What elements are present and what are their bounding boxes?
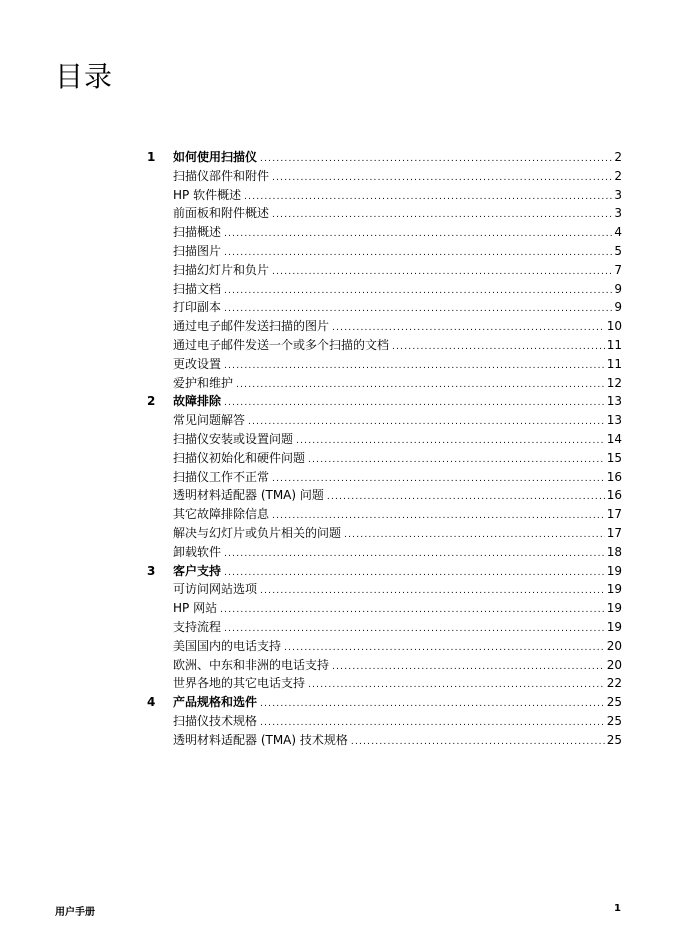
toc-page-number: 3 bbox=[614, 206, 622, 221]
page-title: 目录 bbox=[55, 60, 114, 93]
toc-dot-leader bbox=[344, 526, 605, 545]
toc-entry[interactable] bbox=[147, 242, 622, 261]
toc-entry[interactable] bbox=[147, 449, 622, 468]
toc-entry[interactable] bbox=[147, 674, 622, 693]
toc-entry[interactable] bbox=[147, 317, 622, 336]
footer-manual-name: 用户手册 bbox=[55, 907, 95, 918]
toc-dot-leader bbox=[248, 413, 605, 432]
toc-page-number: 19 bbox=[606, 619, 622, 634]
toc-page-number: 13 bbox=[606, 394, 622, 409]
toc-page-number: 25 bbox=[606, 713, 622, 728]
toc-entry-label: 扫描概述 bbox=[173, 225, 222, 240]
toc-entry[interactable] bbox=[147, 430, 622, 449]
toc-entry[interactable] bbox=[147, 167, 622, 186]
toc-dot-leader bbox=[260, 150, 612, 169]
toc-entry[interactable] bbox=[147, 336, 622, 355]
toc-dot-leader bbox=[296, 432, 605, 451]
toc-entry-label: 产品规格和选件 bbox=[173, 695, 258, 710]
toc-entry-label: HP 网站 bbox=[173, 601, 218, 616]
toc-dot-leader bbox=[308, 451, 605, 470]
toc-page-number: 11 bbox=[606, 356, 622, 371]
toc-page-number: 20 bbox=[606, 657, 622, 672]
toc-entry[interactable] bbox=[147, 298, 622, 317]
toc-page-number: 17 bbox=[606, 507, 622, 522]
toc-dot-leader bbox=[351, 733, 605, 752]
toc-entry-label: 透明材料适配器 (TMA) 技术规格 bbox=[173, 732, 348, 747]
toc-entry-label: 客户支持 bbox=[173, 563, 222, 578]
toc-entry[interactable] bbox=[147, 505, 622, 524]
toc-entry[interactable] bbox=[147, 599, 622, 618]
toc-dot-leader bbox=[224, 225, 612, 244]
toc-page-number: 11 bbox=[606, 337, 622, 352]
toc-dot-leader bbox=[272, 263, 612, 282]
toc-entry[interactable] bbox=[147, 524, 622, 543]
toc-entry-label: 卸载软件 bbox=[173, 544, 222, 559]
toc-entry[interactable] bbox=[147, 731, 622, 750]
toc-page-number: 16 bbox=[606, 469, 622, 484]
toc-page-number: 19 bbox=[606, 582, 622, 597]
toc-page-number: 20 bbox=[606, 638, 622, 653]
toc-page-number: 25 bbox=[606, 732, 622, 747]
toc-entry-label: 扫描仪部件和附件 bbox=[173, 168, 270, 183]
toc-dot-leader bbox=[224, 394, 605, 413]
toc-page-number: 2 bbox=[614, 168, 622, 183]
toc-entry-label: 通过电子邮件发送扫描的图片 bbox=[173, 319, 330, 334]
toc-page-number: 17 bbox=[606, 525, 622, 540]
toc-page-number: 3 bbox=[614, 187, 622, 202]
toc-entry[interactable] bbox=[147, 618, 622, 637]
toc-dot-leader bbox=[332, 658, 605, 677]
toc-dot-leader bbox=[224, 620, 605, 639]
toc-entry[interactable] bbox=[147, 204, 622, 223]
toc-entry-label: 打印副本 bbox=[173, 300, 222, 315]
toc-chapter-entry[interactable] bbox=[147, 693, 622, 712]
toc-page-number: 13 bbox=[606, 413, 622, 428]
toc-page-number: 18 bbox=[606, 544, 622, 559]
toc-page-number: 19 bbox=[606, 563, 622, 578]
toc-page-number: 5 bbox=[614, 243, 622, 258]
toc-chapter-entry[interactable] bbox=[147, 392, 622, 411]
toc-dot-leader bbox=[260, 582, 605, 601]
toc-entry-label: 扫描文档 bbox=[173, 281, 222, 296]
toc-entry-label: 扫描幻灯片和负片 bbox=[173, 262, 270, 277]
toc-page-number: 2 bbox=[614, 150, 622, 164]
toc-page-number: 10 bbox=[606, 319, 622, 334]
toc-entry-label: 故障排除 bbox=[173, 394, 222, 409]
toc-chapter-number: 1 bbox=[147, 150, 156, 164]
toc-chapter-entry[interactable] bbox=[147, 148, 622, 167]
toc-entry-label: 如何使用扫描仪 bbox=[173, 150, 258, 164]
toc-dot-leader bbox=[260, 695, 605, 714]
toc-chapter-entry[interactable] bbox=[147, 562, 622, 581]
toc-dot-leader bbox=[236, 376, 605, 395]
toc-entry-label: 扫描图片 bbox=[173, 243, 222, 258]
toc-dot-leader bbox=[244, 188, 612, 207]
toc-dot-leader bbox=[224, 564, 605, 583]
toc-chapter-number: 3 bbox=[147, 563, 156, 578]
toc-entry-label: 可访问网站选项 bbox=[173, 582, 258, 597]
toc-entry[interactable] bbox=[147, 355, 622, 374]
table-of-contents bbox=[147, 148, 622, 750]
toc-dot-leader bbox=[224, 282, 612, 301]
toc-entry[interactable] bbox=[147, 637, 622, 656]
toc-page-number: 16 bbox=[606, 488, 622, 503]
toc-dot-leader bbox=[327, 488, 605, 507]
toc-page-number: 25 bbox=[606, 695, 622, 710]
toc-entry[interactable] bbox=[147, 374, 622, 393]
toc-entry-label: 通过电子邮件发送一个或多个扫描的文档 bbox=[173, 337, 390, 352]
toc-entry-label: 更改设置 bbox=[173, 356, 222, 371]
toc-dot-leader bbox=[224, 545, 605, 564]
toc-entry[interactable] bbox=[147, 543, 622, 562]
toc-entry[interactable] bbox=[147, 712, 622, 731]
toc-dot-leader bbox=[284, 639, 605, 658]
toc-entry[interactable] bbox=[147, 223, 622, 242]
toc-entry-label: 欧洲、中东和非洲的电话支持 bbox=[173, 657, 330, 672]
footer-page-number: 1 bbox=[614, 903, 621, 914]
toc-entry[interactable] bbox=[147, 580, 622, 599]
toc-page-number: 12 bbox=[606, 375, 622, 390]
toc-page-number: 14 bbox=[606, 431, 622, 446]
toc-page-number: 4 bbox=[614, 225, 622, 240]
toc-page-number: 7 bbox=[614, 262, 622, 277]
toc-entry-label: 扫描仪技术规格 bbox=[173, 713, 258, 728]
toc-dot-leader bbox=[224, 244, 612, 263]
toc-entry-label: 美国国内的电话支持 bbox=[173, 638, 282, 653]
toc-dot-leader bbox=[224, 357, 605, 376]
toc-entry[interactable] bbox=[147, 186, 622, 205]
toc-entry[interactable] bbox=[147, 411, 622, 430]
toc-entry[interactable] bbox=[147, 656, 622, 675]
toc-entry-label: 支持流程 bbox=[173, 619, 222, 634]
toc-page-number: 22 bbox=[606, 676, 622, 691]
toc-entry[interactable] bbox=[147, 261, 622, 280]
toc-entry-label: 常见问题解答 bbox=[173, 413, 246, 428]
toc-chapter-number: 4 bbox=[147, 695, 156, 710]
toc-dot-leader bbox=[308, 676, 605, 695]
toc-entry-label: 扫描仪工作不正常 bbox=[173, 469, 270, 484]
toc-entry[interactable] bbox=[147, 468, 622, 487]
toc-entry-label: 前面板和附件概述 bbox=[173, 206, 270, 221]
toc-entry-label: 世界各地的其它电话支持 bbox=[173, 676, 306, 691]
toc-entry-label: 爱护和维护 bbox=[173, 375, 234, 390]
toc-dot-leader bbox=[272, 206, 612, 225]
toc-page-number: 19 bbox=[606, 601, 622, 616]
toc-entry-label: 扫描仪安装或设置问题 bbox=[173, 431, 294, 446]
toc-entry-label: 扫描仪初始化和硬件问题 bbox=[173, 450, 306, 465]
toc-page-number: 9 bbox=[614, 300, 622, 315]
toc-entry-label: 解决与幻灯片或负片相关的问题 bbox=[173, 525, 342, 540]
toc-dot-leader bbox=[272, 169, 612, 188]
toc-dot-leader bbox=[220, 601, 605, 620]
toc-entry-label: 其它故障排除信息 bbox=[173, 507, 270, 522]
toc-page-number: 9 bbox=[614, 281, 622, 296]
toc-entry-label: 透明材料适配器 (TMA) 问题 bbox=[173, 488, 324, 503]
toc-entry-label: HP 软件概述 bbox=[173, 187, 242, 202]
toc-entry[interactable] bbox=[147, 486, 622, 505]
toc-dot-leader bbox=[392, 338, 605, 357]
toc-page-number: 15 bbox=[606, 450, 622, 465]
toc-chapter-number: 2 bbox=[147, 394, 156, 409]
toc-entry[interactable] bbox=[147, 280, 622, 299]
